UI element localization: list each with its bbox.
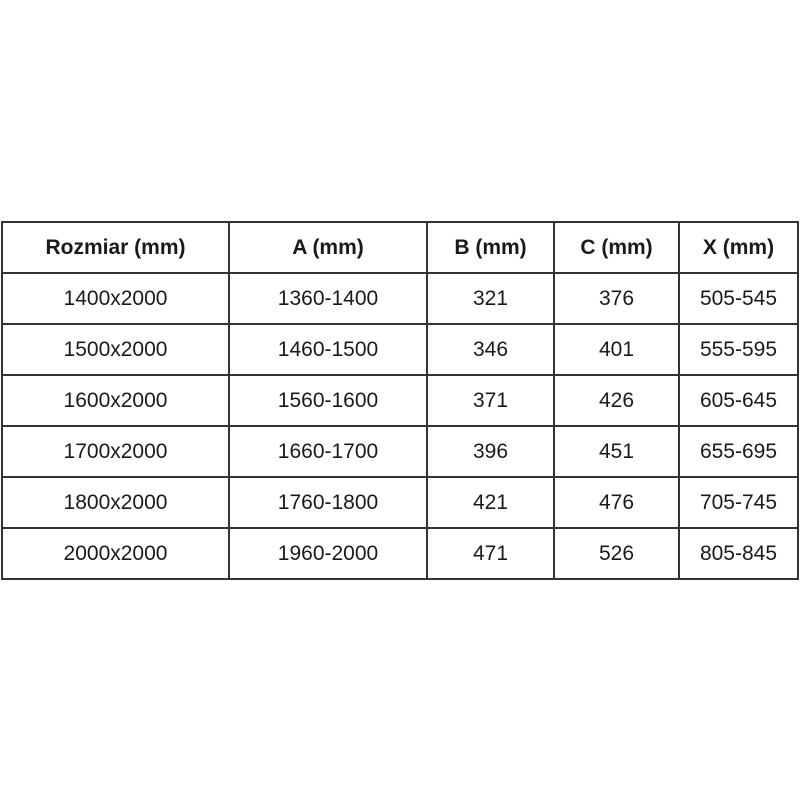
table-cell: 421 (427, 477, 554, 528)
table-cell: 1360-1400 (229, 273, 427, 324)
table-cell: 1700x2000 (2, 426, 229, 477)
col-header-b: B (mm) (427, 222, 554, 273)
size-table (1, 221, 799, 580)
table-cell: 705-745 (679, 477, 798, 528)
table-cell: 805-845 (679, 528, 798, 579)
table-cell: 1660-1700 (229, 426, 427, 477)
col-header-a: A (mm) (229, 222, 427, 273)
table-header (2, 222, 798, 273)
table-cell: 1500x2000 (2, 324, 229, 375)
table-cell: 1600x2000 (2, 375, 229, 426)
table-cell: 655-695 (679, 426, 798, 477)
table-cell: 471 (427, 528, 554, 579)
table-row (2, 375, 798, 426)
table-row (2, 324, 798, 375)
col-header-rozmiar: Rozmiar (mm) (2, 222, 229, 273)
table-cell: 426 (554, 375, 679, 426)
table-cell: 526 (554, 528, 679, 579)
table-cell: 321 (427, 273, 554, 324)
table-cell: 396 (427, 426, 554, 477)
table-cell: 371 (427, 375, 554, 426)
table-cell: 1400x2000 (2, 273, 229, 324)
table-cell: 605-645 (679, 375, 798, 426)
col-header-x: X (mm) (679, 222, 798, 273)
table-cell: 1760-1800 (229, 477, 427, 528)
table-cell: 1800x2000 (2, 477, 229, 528)
table-cell: 1960-2000 (229, 528, 427, 579)
table-cell: 1460-1500 (229, 324, 427, 375)
table-cell: 451 (554, 426, 679, 477)
table-cell: 376 (554, 273, 679, 324)
table-cell: 1560-1600 (229, 375, 427, 426)
table-body (2, 273, 798, 579)
table-row (2, 273, 798, 324)
table-cell: 555-595 (679, 324, 798, 375)
table-cell: 346 (427, 324, 554, 375)
header-row (2, 222, 798, 273)
table-cell: 401 (554, 324, 679, 375)
table-cell: 476 (554, 477, 679, 528)
table-row (2, 528, 798, 579)
table-cell: 2000x2000 (2, 528, 229, 579)
col-header-c: C (mm) (554, 222, 679, 273)
table-row (2, 477, 798, 528)
table-row (2, 426, 798, 477)
table-cell: 505-545 (679, 273, 798, 324)
